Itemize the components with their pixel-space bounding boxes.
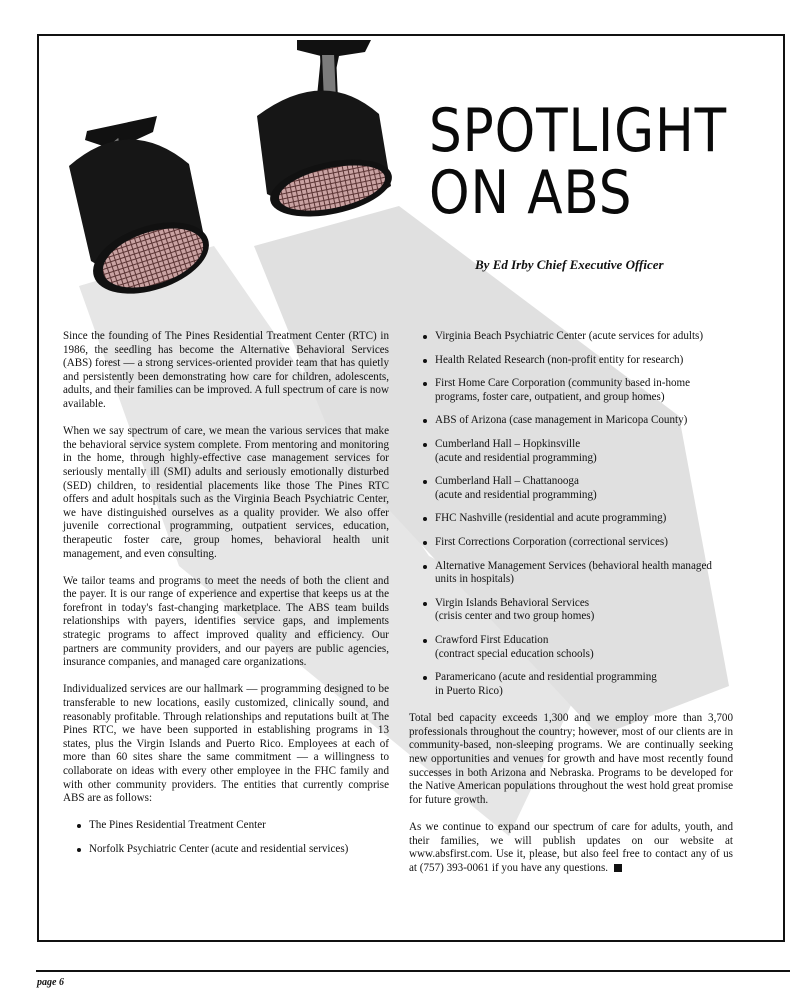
list-item: FHC Nashville (residential and acute programming) (409, 512, 733, 526)
list-item: First Corrections Corporation (correctional services) (409, 536, 733, 550)
article-frame (37, 34, 785, 942)
list-item: Cumberland Hall – Hopkinsville (acute and residential programming) (409, 438, 733, 465)
list-item: Virginia Beach Psychiatric Center (acute services for adults) (409, 330, 733, 344)
end-mark-icon (614, 864, 622, 872)
closing-text: As we continue to expand our spectrum of care for adults, youth, and their families, we will publish updates on our website at www.absfirst.com. Use it, please, but also feel free to contact any of us at (757) 393-0061 if you have any questions. (409, 821, 733, 874)
footer-rule (36, 970, 790, 972)
left-column (63, 330, 389, 867)
list-item: First Home Care Corporation (community based in-home programs, foster care, outpatient, and group homes) (409, 377, 733, 404)
page-number: page 6 (37, 977, 64, 988)
paragraph: Individualized services are our hallmark — programming designed to be transferable to new locations, easily customized, clinically sound, and reasonably profitable. Through relationships and reputations built at The Pines RTC, we have been supported in establishing programs in 13 states, plus the Virgin Islands and Puerto Rico. Employees at each of more than 60 sites share the same commitment — a willingness to collaborate on ideas with every other employee in the FHC family and with other community providers. The entities that currently comprise ABS are as follows: (63, 683, 389, 805)
title-line-2: ON ABS (429, 158, 633, 228)
entity-list (63, 819, 389, 856)
right-spotlight-icon (257, 40, 397, 226)
list-item: Virgin Islands Behavioral Services (crisis center and two group homes) (409, 597, 733, 624)
paragraph: We tailor teams and programs to meet the needs of both the client and the payer. It is our range of experience and expertise that keeps us at the forefront in today's fast-changing marketplace. The ABS team builds relationships with payers, identifies service gaps, and implements strategic programs to affect improved quality and efficiency. Our partners are community providers, and our payers are public agencies, insurance companies, and managed care organizations. (63, 574, 389, 669)
list-item: Norfolk Psychiatric Center (acute and residential services) (63, 843, 389, 857)
paragraph: Total bed capacity exceeds 1,300 and we employ more than 3,700 professionals throughout the country; however, most of our clients are in community-based, non-sleeping programs. We are continually seeking new opportunities and venues for growth and have most recently found successes in both Arizona and Nebraska. Programs to be developed for the Native American populations throughout the west hold great promise for future growth. (409, 712, 733, 806)
byline: By Ed Irby Chief Executive Officer (475, 257, 664, 272)
list-item: Paramericano (acute and residential programming in Puerto Rico) (409, 671, 733, 698)
closing-paragraph (409, 821, 733, 875)
page-title (429, 96, 730, 228)
entity-list (409, 330, 733, 698)
list-item: Alternative Management Services (behavioral health managed units in hospitals) (409, 560, 733, 587)
list-item: Crawford First Education (contract special education schools) (409, 634, 733, 661)
list-item: Cumberland Hall – Chattanooga (acute and residential programming) (409, 475, 733, 502)
paragraph: When we say spectrum of care, we mean the various services that make the behavioral service system complete. From mentoring and monitoring in the home, through highly-effective case management services for seriously mentally ill (SMI) adults and seriously emotionally disturbed (SED) children, to residential placements like those The Pines RTC offers and adult hospitals such as the Virginia Beach Psychiatric Center, we have distinguished ourselves as a quality provider. We also offer juvenile correctional programming, outpatient services, education, therapeutic foster care, group homes, behavioral health unit management, and even consulting. (63, 425, 389, 560)
title-line-1: SPOTLIGHT (429, 96, 728, 166)
paragraph: Since the founding of The Pines Residential Treatment Center (RTC) in 1986, the seedling has become the Alternative Behavioral Services (ABS) forest — a strong services-oriented provider team that has quietly and persistently been demonstrating how care for children, adolescents, adults, and their families can be improved. A full spectrum of care is now available. (63, 330, 389, 410)
list-item: Health Related Research (non-profit entity for research) (409, 354, 733, 368)
right-column (409, 330, 733, 889)
list-item: The Pines Residential Treatment Center (63, 819, 389, 833)
list-item: ABS of Arizona (case management in Maricopa County) (409, 414, 733, 428)
